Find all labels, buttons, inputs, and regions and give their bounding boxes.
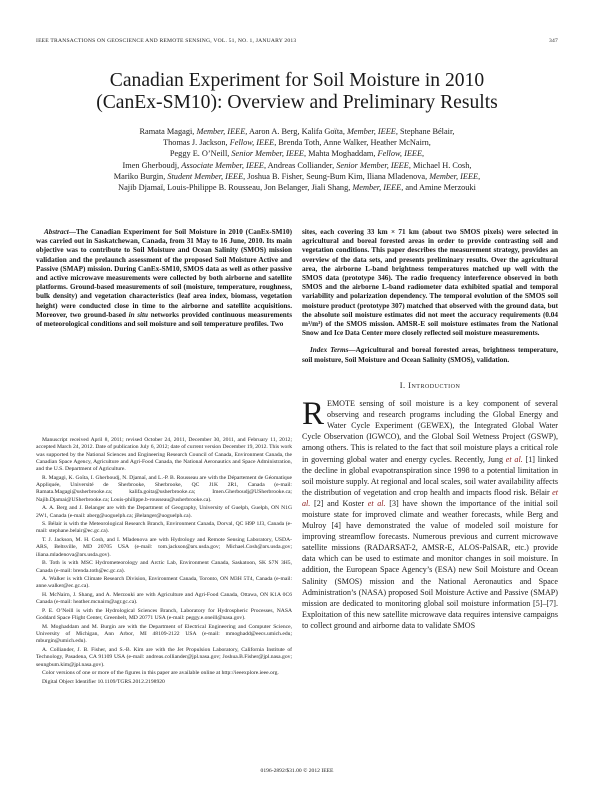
intro-text-4: [3] have shown the importance of the initial soil moisture state for improved climate and weather forecasts, while Berg and Mulroy [4] have demonstrated the value of modeled soil moisture for improving streamflow forecasts. Numerous previous and current microwave satellite missions (RADARSAT-2, AMSR-E, ALOS-PalSAR, etc.) provide data which can be used to estimate and monitor changes in soil moisture. In addition, the European Space Agency’s (ESA) new Soil Moisture and Ocean Salinity (SMOS) mission and the National Aeronautics and Space Administration’s (NASA) proposed Soil Moisture Active and Passive (SMAP) mission are dedicated to monitoring global soil moisture information [5]–[7]. Exploitation of this new satellite microwave data requires intensive campaigns to collect ground and airborne data to validate SMOS [302, 498, 558, 630]
author-membership: Member, IEEE [429, 171, 479, 181]
author-names: , [478, 171, 481, 181]
footnote: H. McNairn, J. Shang, and A. Merzouki are with Agriculture and Agri-Food Canada, Ottawa, ON K1A 0C6 Canada (e-mail: heather.mcnairn@agr.gc.ca). [36, 592, 292, 606]
author-names: Najib Djamaï, Louis-Philippe B. Rousseau, Jon Belanger, Jiali Shang, [118, 183, 353, 193]
index-terms-text: —Agricultural and boreal forested areas, brightness temperature, soil moisture, Soil Moisture and Ocean Salinity (SMOS), validation. [302, 346, 558, 364]
author-membership: Associate Member, IEEE [181, 160, 264, 170]
author-membership: Senior Member, IEEE [231, 149, 304, 159]
drop-cap: R [302, 396, 325, 433]
author-names: , and Amine Merzouki [401, 183, 476, 193]
footnote: M. Moghaddam and M. Burgin are with the Department of Electrical Engineering and Computer Science, University of Michigan, Ann Arbor, MI 48109-2122 USA (e-mail: mmoghadd@eecs.umich.edu; mburgin@umich.edu). [36, 623, 292, 645]
left-column [36, 228, 292, 329]
index-terms-lead: Index Terms [310, 346, 349, 355]
footnote: P. E. O’Neill is with the Hydrological Sciences Branch, Laboratory for Hydrospheric Processes, NASA Goddard Space Flight Center, Greenbelt, MD 20771 USA (e-mail: peggy.e.oneill@nasa.gov). [36, 607, 292, 622]
footnote: A. A. Berg and J. Belanger are with the Department of Geography, University of Guelph, Guelph, ON N1G 2W1, Canada (e-mail: aberg@uoguelph.ca; jBelanger@uoguelph.ca). [36, 505, 292, 519]
section-title: Introduction [408, 380, 461, 390]
paper-title [30, 70, 564, 114]
running-header [36, 38, 558, 44]
author-names: , Brenda Toth, Anne Walker, Heather McNairn, [274, 138, 431, 148]
author-membership: Member, IEEE [346, 127, 396, 136]
author-names: , Stephane Bélair, [395, 127, 455, 136]
intro-text-1: EMOTE sensing of soil moisture is a key component of several observing and research programs including the Global Energy and Water Cycle Experiment (GEWEX), the Integrated Global Water Cycle Observation (IGWCO), and the Global Soil Wetness Project (GSWP), among others. This is related to the fact that soil moisture plays a critical role in governing global water and energy cycles. Recently, Jung [302, 399, 558, 464]
author-membership: Student Member, IEEE [167, 171, 244, 181]
introduction-paragraph [302, 398, 558, 631]
title-line-1: Canadian Experiment for Soil Moisture in 2010 [109, 70, 485, 91]
abstract-text-2: networks provided continuous measurements of meteorological conditions and soil moisture and soil temperature profiles. Two [36, 310, 292, 329]
intro-et-al-2: et al. [302, 487, 558, 508]
author-membership: Member, IEEE [196, 127, 246, 136]
abstract-in-situ: in situ [128, 310, 148, 319]
footnote: Digital Object Identifier 10.1109/TGRS.2012.2198920 [42, 678, 165, 685]
author-line [36, 126, 558, 137]
footnote: A. Colliander, J. B. Fisher, and S.-B. Kim are with the Jet Propulsion Laboratory, California Institute of Technology, Pasadena, CA 91109 USA (e-mail: andreas.colliander@jpl.nasa.gov; Joshua.B.Fisher@jpl.nasa.gov; seungbum.kim@jpl.nasa.gov). [36, 646, 292, 668]
author-names: Imen Gherboudj, [122, 160, 182, 170]
author-membership: Fellow, IEEE [377, 149, 423, 159]
footnote: Manuscript received April 8, 2011; revised October 24, 2011, December 30, 2011, and February 11, 2012; accepted March 24, 2012. Date of publication July 6, 2012; date of current version December 19, 2012. This work was supported by the National Sciences and Engineering Research Council of Canada, Environment Canada, the Canadian Space Agency, Agriculture and Agri-Food Canada, the National Aeronautics and Space Administration, and the U.S. Department of Agriculture. [36, 437, 292, 473]
abstract-text: —The Canadian Experiment for Soil Moisture in 2010 (CanEx-SM10) was carried out in Saskatchewan, Canada, from 31 May to 16 June, 2010. Its main objective was to contribute to Soil Moisture and Ocean Salinity (SMOS) mission validation and the prelaunch assessment of the proposed Soil Moisture Active and Passive (SMAP) mission. During CanEx-SM10, SMOS data as well as other passive and active microwave measurements were collected by both airborne and satellite platforms. Ground-based measurements of soil (moisture, temperature, roughness, bulk density) and vegetation characteristics (leaf area index, biomass, vegetation height) were conducted close in time to the airborne and satellite acquisitions. Moreover, two ground-based [36, 228, 292, 319]
author-membership: Fellow, IEEE [229, 138, 275, 148]
page-number: 347 [549, 38, 558, 44]
author-names: , [422, 149, 425, 159]
author-line [36, 182, 558, 193]
intro-et-al-1: et al. [505, 454, 523, 464]
author-names: Ramata Magagi, [139, 127, 197, 136]
author-list [36, 126, 558, 193]
footnote: Color versions of one or more of the figures in this paper are available online at http://ieeexplore.ieee.org. [42, 670, 279, 677]
author-names: Mariko Burgin, [113, 171, 168, 181]
abstract-lead: Abstract [44, 228, 69, 236]
copyright-line: 0196-2892/$31.00 © 2012 IEEE [260, 768, 334, 774]
author-line [36, 137, 558, 148]
intro-text-3: [2] and Koster [310, 498, 368, 508]
author-names: Thomas J. Jackson, [163, 138, 230, 148]
author-names: , Michael H. Cosh, [408, 160, 472, 170]
footnote: A. Walker is with Climate Research Division, Environment Canada, Toronto, ON M3H 5T4, Canada (e-mail: anne.walker@ec.gc.ca). [36, 576, 292, 590]
author-membership: Senior Member, IEEE [336, 160, 409, 170]
intro-text-2: [1] linked the decline in global evapotranspiration since 1998 to a potential limitation in soil moisture supply. At regional and local scales, soil water availability affects the distribution of vegetation and crop health and impacts flood risk. Bélair [302, 454, 558, 497]
footnotes [36, 437, 292, 687]
footnote: B. Toth is with MSC Hydrometeorology and Arctic Lab, Environment Canada, Saskatoon, SK S7N 3H5, Canada (e-mail: brenda.toth@ec.gc.ca). [36, 560, 292, 574]
author-names: , Aaron A. Berg, Kalifa Goïta, [245, 127, 347, 136]
abstract-continued: sites, each covering 33 km × 71 km (about two SMOS pixels) were selected in agricultural and boreal forested areas in order to provide contrasting soil and vegetation conditions. This paper describes the measurement strategy, provides an overview of the data sets, and presents preliminary results. Over the agricultural area, the airborne L-band brightness temperatures matched up well with the SMOS data (prototype 346). The radio frequency interference observed in both SMOS and the airborne L-band radiometer data exhibited spatial and temporal variability and polarization dependency. The temporal evolution of the SMOS soil moisture product (prototype 307) matched that observed with the ground data, but the absolute soil moisture estimates did not meet the accuracy requirements (0.04 m³/m³) of the SMOS mission. AMSR-E soil moisture estimates from the National Snow and Ice Data Center more closely reflected soil moisture measurements. [302, 228, 558, 338]
author-line [36, 171, 558, 182]
author-line [36, 148, 558, 159]
footnote: R. Magagi, K. Goïta, I. Gherboudj, N. Djamaï, and L.-P. B. Rousseau are with the Département de Géomatique Appliquée, Université de Sherbrooke, Sherbrooke, QC J1K 2R1, Canada (e-mail: Ramata.Magagi@usherbrooke.ca; kalifa.goita@usherbrooke.ca; Imen.Gherboudj@USherbrooke.ca; Najib.Djamai@USherbrooke.ca; Louis-philippe.b-rousseau@usherbrooke.ca). [36, 474, 292, 503]
footnote: T. J. Jackson, M. H. Cosh, and I. Mladenova are with Hydrology and Remote Sensing Laboratory, USDA-ARS, Beltsville, MD 20705 USA (e-mail: tom.jackson@ars.usda.gov; Michael.Cosh@ars.usda.gov; iliana.mladenova@ars.usda.gov). [36, 537, 292, 558]
section-numeral: I. [399, 380, 406, 390]
author-names: , Joshua B. Fisher, Seung-Bum Kim, Iliana Mladenova, [243, 171, 430, 181]
right-column [302, 228, 558, 631]
author-names: , Mahta Moghaddam, [303, 149, 378, 159]
author-membership: Member, IEEE [352, 183, 402, 193]
journal-name: IEEE TRANSACTIONS ON GEOSCIENCE AND REMOTE SENSING, VOL. 51, NO. 1, JANUARY 2013 [36, 38, 297, 44]
title-line-2: (CanEx-SM10): Overview and Preliminary Results [96, 92, 498, 113]
intro-et-al-3: et al. [367, 498, 386, 508]
footnote: S. Bélair is with the Meteorological Research Branch, Environment Canada, Dorval, QC H9P 1J3, Canada (e-mail: stephane.belair@ec.gc.ca). [36, 521, 292, 535]
author-line [36, 160, 558, 171]
author-names: , Andreas Colliander, [263, 160, 337, 170]
section-heading [302, 381, 558, 390]
abstract [36, 228, 292, 329]
author-names: Peggy E. O’Neill, [169, 149, 232, 159]
index-terms [302, 346, 558, 364]
